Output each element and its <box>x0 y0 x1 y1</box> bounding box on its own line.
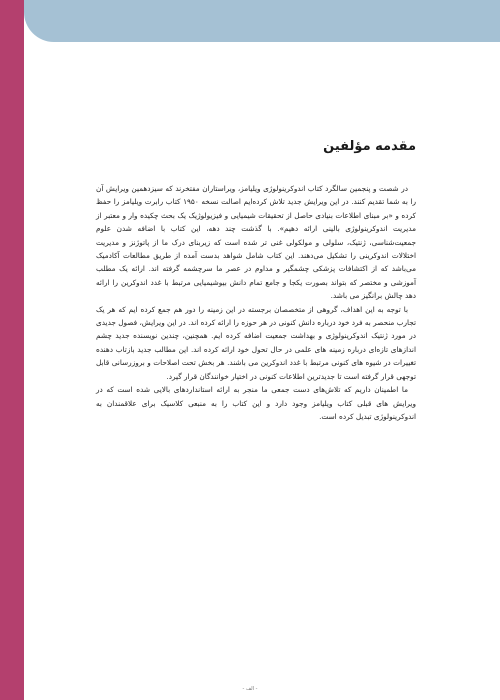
paragraph-2: با توجه به این اهداف، گروهی از متخصصان برجسته در این زمینه را دور هم جمع کرده ایم که هر یک تجارب منحصر به فرد خود درباره دانش کنونی در هر حوزه را ارائه کرده اند. در این ویرایش، فصول جدیدی در مورد ژنتیک اندوکرینولوژی و بهداشت جمعیت اضافه کرده ایم. همچنین، چندین نویسنده جدید چشم اندازهای تازه‌ای درباره زمینه های علمی در حال تحول خود ارائه کرده اند. این مطالب جدید بازتاب دهنده تغییرات در شیوه های کنونی مرتبط با غدد اندوکرین می باشند. هر بخش تحت اصلاحات و بروزرسانی قابل توجهی قرار گرفته است تا جدیدترین اطلاعات کنونی در اختیار خوانندگان قرار گیرد. <box>96 304 416 381</box>
page-number: - الف - <box>242 686 258 692</box>
paragraph-1: در شصت و پنجمین سالگرد کتاب اندوکرینولوژی ویلیامز، ویراستاران مفتخرند که سیزدهمین ویرایش آن را به شما تقدیم کنند. در این ویرایش جدید تلاش کرده‌ایم اصالت نسخه ۱۹۵۰ کتاب رابرت ویلیامز را حفظ کرده و «بر مبنای اطلاعات بنیادی حاصل از تحقیقات شیمیایی و فیزیولوژیک یک بحث چکیده وار و معتبر از مدیریت اندوکرینولوژی بالینی ارائه دهیم». با گذشت چند دهه، این کتاب با اضافه شدن علوم جمعیت‌شناسی، ژنتیک، سلولی و مولکولی غنی تر شده است که زیربنای درک ما از پاتوژنز و مدیریت اختلالات اندوکرینی را تشکیل می‌دهند. این کتاب شامل شواهد بدست آمده از طریق مطالعات آکادمیک می‌باشد که از اکتشافات پزشکی چشمگیر و مداوم در عصر ما سرچشمه گرفته اند. ارائه یک مطلب آموزشی و مختصر که بتواند بصورت یکجا و جامع تمام دانش بیوشیمیایی مرتبط با غدد اندوکرین را ارائه دهد چالش برانگیز می باشد. <box>96 184 416 301</box>
page-title: مقدمه مؤلفین <box>323 139 416 154</box>
left-decorative-bar <box>0 0 24 700</box>
top-decorative-band <box>24 0 500 42</box>
paragraph-3: ما اطمینان داریم که تلاش‌های دست جمعی ما منجر به ارائه استانداردهای بالایی شده است که در ویرایش های قبلی کتاب ویلیامز وجود دارد و این کتاب را به منبعی کلاسیک برای علاقمندان به اندوکرینولوژی تبدیل کرده است. <box>96 385 416 421</box>
preface-content <box>96 138 416 423</box>
